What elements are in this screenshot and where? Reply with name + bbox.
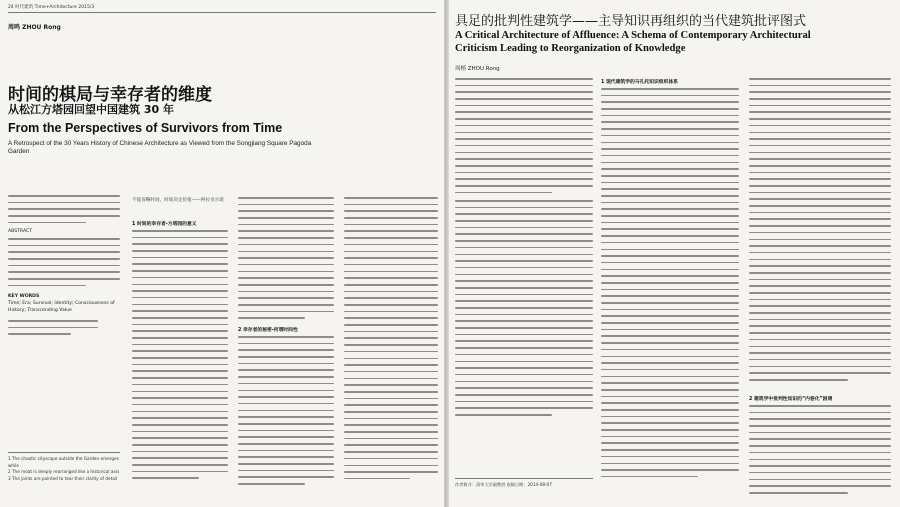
header-rule <box>8 12 436 13</box>
right-title-zh: 具足的批判性建筑学——主导知识再组织的当代建筑批评图式 <box>455 14 807 29</box>
body-column-1 <box>132 230 228 484</box>
section-heading-1: 1 时间的幸存者-方塔园的意义 <box>132 222 197 227</box>
abstract-label: ABSTRACT <box>8 229 33 234</box>
right-body-column-3-bottom <box>749 405 891 499</box>
section-heading-2: 2 幸存者的秘密-何谓时间性 <box>238 328 298 333</box>
article-title-zh: 时间的棋局与幸存者的维度 <box>8 85 212 105</box>
right-author-note: 作者简介：清华大学副教授 收稿日期：2014-08-07 <box>455 482 552 487</box>
article-subtitle-en: A Retrospect of the 30 Years History of Chinese Architecture as Viewed from the Songjiang Square Pagoda Garden <box>8 140 312 155</box>
body-column-2-bottom <box>238 336 334 490</box>
epigraph: 不能省略时间，时间决定价值——阿拉贡尔诺 <box>132 198 224 203</box>
right-title-en-line2: Criticism Leading to Reorganization of Knowledge <box>455 43 686 54</box>
footnote-rule <box>8 452 120 453</box>
keywords-text: Time; Era; Survival; Identity; Consciousness of History; Transcending Value <box>8 301 115 314</box>
caption-1: 1 The chaotic cityscape outside the Garden emerges while <box>8 456 119 468</box>
right-author-byline: 周榕 ZHOU Rong <box>455 66 500 72</box>
figure-captions <box>8 456 122 482</box>
abstract-en-block <box>8 238 120 292</box>
caption-3: 3 The joints are pointed to tear their clarity of detail <box>8 475 118 481</box>
right-page <box>449 0 900 507</box>
right-section-heading-1: 1 现代建筑学的马孔托知识组织体系 <box>601 80 678 85</box>
right-body-column-3-top <box>749 78 891 386</box>
body-column-3 <box>344 197 438 485</box>
article-subtitle-zh: 从松江方塔园回望中国建筑 30 年 <box>8 103 174 116</box>
body-column-2-top <box>238 197 334 324</box>
abstract-zh-block <box>8 195 120 228</box>
right-section-heading-2: 2 建筑学中批判性知识的“内卷化”困境 <box>749 397 833 402</box>
running-head: 24 时代建筑 Time+Architecture 2015/3 <box>8 5 95 10</box>
author-byline: 周鸣 ZHOU Rong <box>8 24 61 31</box>
article-title-en: From the Perspectives of Survivors from Time <box>8 121 283 135</box>
right-body-column-2 <box>601 88 739 483</box>
right-title-en-line1: A Critical Architecture of Affluence: A Schema of Contemporary Architectural <box>455 30 811 41</box>
left-page <box>0 0 445 507</box>
right-abstract-en <box>455 200 593 421</box>
classification-block <box>8 320 98 340</box>
right-abstract-zh <box>455 78 593 198</box>
caption-2: 2 The moat is deeply rearranged like a historical axis <box>8 469 120 474</box>
keywords-label: KEY WORDS <box>8 294 40 299</box>
right-footnote-rule <box>455 478 593 479</box>
